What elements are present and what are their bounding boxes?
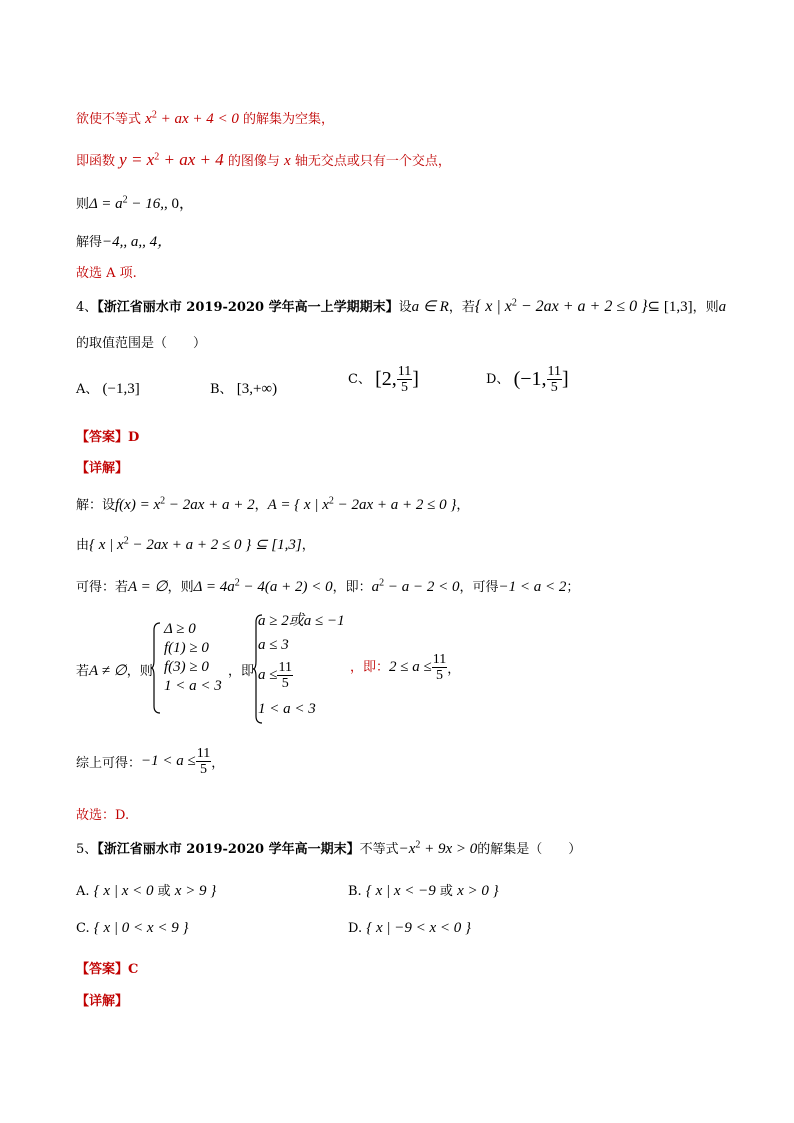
exponent: 2 xyxy=(234,577,240,589)
math: −1 < a < 2 xyxy=(498,579,567,595)
numerator: 11 xyxy=(196,746,211,761)
option-d[interactable] xyxy=(348,920,471,937)
math: 1 < a < 3 xyxy=(164,678,222,694)
option-b[interactable] xyxy=(348,880,499,900)
text: ， xyxy=(456,498,470,513)
math: − 2ax + a + 2 xyxy=(165,497,255,513)
text: 解：设 xyxy=(76,498,116,513)
math: Δ = 4a xyxy=(193,579,235,595)
math: −1 < a ≤ xyxy=(141,753,196,769)
option-value: { x | −9 < x < 0 } xyxy=(366,920,472,936)
math: A ≠ ∅ xyxy=(89,663,127,679)
question-source: 【浙江省丽水市 2019-2020 学年高一上学期期末】 xyxy=(97,300,399,315)
option-label: C. xyxy=(76,921,90,936)
exponent: 2 xyxy=(328,495,334,507)
system-b-row xyxy=(258,612,345,636)
option-value: [2, xyxy=(375,368,397,390)
text: ， xyxy=(447,662,461,677)
option-label: C、 xyxy=(348,372,371,387)
text: 可得：若 xyxy=(76,580,129,595)
system-a-row xyxy=(164,639,222,658)
detail-heading-5 xyxy=(76,990,128,1009)
option-label: B. xyxy=(348,884,362,899)
denominator: 5 xyxy=(550,380,558,395)
sol4-line-2 xyxy=(76,534,315,554)
question-number: 4、 xyxy=(76,300,98,315)
math: −4,, a,, 4， xyxy=(102,234,173,250)
text: ，则 xyxy=(126,664,153,679)
system-b-row xyxy=(258,660,345,700)
math: − 2ax + a + 2 ≤ 0 } xyxy=(333,497,457,513)
math: { x | x xyxy=(89,537,124,553)
system-a-row xyxy=(164,620,222,639)
option-value: x > 9 } xyxy=(174,883,217,899)
math: { x | x xyxy=(474,298,512,315)
option-label: D、 xyxy=(486,372,510,387)
option-b[interactable] xyxy=(210,378,277,398)
math: − 2ax + a + 2 ≤ 0 } ⊆ [1,3] xyxy=(128,537,302,553)
answer-text: 【答案】C xyxy=(76,962,139,977)
text: ，即： xyxy=(332,580,372,595)
text: 由 xyxy=(76,538,90,553)
sol4-line-5 xyxy=(76,746,224,777)
math: 1 < a < 3 xyxy=(258,701,316,717)
option-value: { x | 0 < x < 9 } xyxy=(93,920,189,936)
solution-line-4 xyxy=(76,230,172,251)
text: 解得 xyxy=(76,235,103,250)
system-b-row xyxy=(258,636,345,660)
sol4-line-4-result xyxy=(350,652,460,683)
math: + ax + 4 xyxy=(159,150,224,169)
sol4-line-6 xyxy=(76,804,129,823)
text: ， xyxy=(211,756,225,771)
text: ，若 xyxy=(448,300,475,315)
sol4-line-3 xyxy=(76,576,579,596)
exponent: 2 xyxy=(154,151,160,163)
math: a ≥ 2或a ≤ −1 xyxy=(258,613,345,629)
text: 综上可得： xyxy=(76,756,142,771)
left-brace-icon xyxy=(150,622,162,714)
fraction xyxy=(397,364,412,395)
system-a-row xyxy=(164,658,222,677)
option-value: (−1,3] xyxy=(102,381,140,397)
exponent: 2 xyxy=(511,297,517,309)
option-c[interactable] xyxy=(76,920,188,937)
option-a[interactable] xyxy=(76,378,140,398)
option-label: B、 xyxy=(210,382,233,397)
numerator: 11 xyxy=(278,660,292,675)
text: ，即 xyxy=(228,664,255,679)
text: 故选：D. xyxy=(76,808,130,823)
option-value: 或 xyxy=(157,884,171,899)
option-value: ] xyxy=(562,368,569,390)
text: 的解集为空集， xyxy=(243,112,335,127)
answer-5 xyxy=(76,958,138,977)
text: ， xyxy=(301,538,315,553)
fraction xyxy=(547,364,562,395)
exponent: 2 xyxy=(123,535,129,547)
option-label: A. xyxy=(76,884,90,899)
math: Δ = a xyxy=(89,196,123,212)
denominator: 5 xyxy=(435,668,443,683)
text: ，则 xyxy=(167,580,194,595)
question-source: 【浙江省丽水市 2019-2020 学年高一期末】 xyxy=(97,842,360,857)
option-value: ] xyxy=(412,368,419,390)
math: a ∈ R xyxy=(411,299,449,315)
math: − 2ax + a + 2 ≤ 0 } xyxy=(516,298,648,315)
math: − 16 xyxy=(127,196,161,212)
question-5-stem xyxy=(76,838,581,858)
system-a-row xyxy=(164,677,222,696)
math: + ax + 4 < 0 xyxy=(156,111,239,127)
text: 即函数 xyxy=(76,154,116,169)
math: y = x xyxy=(119,150,155,169)
text: ， xyxy=(254,498,268,513)
solution-line-2 xyxy=(76,150,451,170)
option-value: 或 xyxy=(439,884,453,899)
math: a ≤ 3 xyxy=(258,637,289,653)
exponent: 2 xyxy=(122,194,128,206)
math: + 9x > 0 xyxy=(420,841,478,857)
math: a xyxy=(718,299,727,315)
solution-line-5 xyxy=(76,262,137,281)
math: −x xyxy=(398,841,416,857)
math: 2 ≤ a ≤ xyxy=(389,659,432,675)
text: ，可得 xyxy=(459,580,499,595)
sol4-line-4-mid xyxy=(228,660,254,679)
numerator: 11 xyxy=(432,652,447,667)
math: a xyxy=(371,579,380,595)
text: 轴无交点或只有一个交点， xyxy=(294,154,451,169)
text: 不等式 xyxy=(359,842,399,857)
math: f(x) = x xyxy=(115,497,161,513)
fraction xyxy=(432,652,447,683)
question-4-stem-line2 xyxy=(76,332,206,351)
sol4-line-4-prefix xyxy=(76,660,153,680)
option-value: x > 0 } xyxy=(457,883,499,899)
detail-text: 【详解】 xyxy=(76,461,129,476)
numerator: 11 xyxy=(547,364,562,379)
math: − 4(a + 2) < 0 xyxy=(239,579,333,595)
exponent: 2 xyxy=(160,495,166,507)
solution-line-3 xyxy=(76,192,194,213)
detail-text: 【详解】 xyxy=(76,994,129,1009)
denominator: 5 xyxy=(401,380,408,395)
math: A = ∅ xyxy=(128,579,168,595)
fraction xyxy=(196,746,211,777)
system-b-row xyxy=(258,700,345,720)
math: ,, 0， xyxy=(160,196,195,212)
text: 设 xyxy=(398,300,412,315)
question-4-stem xyxy=(76,296,726,316)
math: ⊆ [1,3] xyxy=(647,299,693,315)
sol4-line-1 xyxy=(76,494,469,514)
numerator: 11 xyxy=(397,364,412,379)
exponent: 2 xyxy=(151,109,157,121)
math: f(3) ≥ 0 xyxy=(164,659,209,675)
text: ； xyxy=(566,580,580,595)
math: A = { x | x xyxy=(267,497,329,513)
solution-line-1 xyxy=(76,108,334,128)
option-label: A、 xyxy=(76,382,99,397)
option-d[interactable] xyxy=(486,364,569,395)
answer-text: 【答案】D xyxy=(76,430,140,445)
text: 的图像与 xyxy=(227,154,280,169)
option-value: { x | x < −9 xyxy=(365,883,436,899)
option-c[interactable] xyxy=(348,364,419,395)
text: ，则 xyxy=(692,300,719,315)
option-value: [3,+∞) xyxy=(236,381,278,397)
exponent: 2 xyxy=(379,577,385,589)
denominator: 5 xyxy=(199,762,207,777)
fraction xyxy=(277,660,292,691)
math: x xyxy=(284,153,291,169)
math: a ≤ xyxy=(258,667,278,683)
text: 的取值范围是（ ） xyxy=(76,336,207,351)
math: x xyxy=(145,111,152,127)
option-a[interactable] xyxy=(76,880,216,900)
text: 故选 A 项. xyxy=(76,266,137,281)
option-label: D. xyxy=(348,921,363,936)
option-value: { x | x < 0 xyxy=(93,883,154,899)
denominator: 5 xyxy=(281,676,289,691)
math: f(1) ≥ 0 xyxy=(164,640,209,656)
option-value: (−1, xyxy=(513,368,547,390)
text: ，即： xyxy=(350,660,390,675)
answer-4 xyxy=(76,426,139,445)
question-number: 5、 xyxy=(76,842,98,857)
math: − a − 2 < 0 xyxy=(384,579,460,595)
text: 的解集是（ ） xyxy=(477,842,582,857)
text: 若 xyxy=(76,664,90,679)
math: Δ ≥ 0 xyxy=(164,621,196,637)
text: 欲使不等式 xyxy=(76,112,142,127)
exponent: 2 xyxy=(415,839,421,851)
detail-heading-4 xyxy=(76,457,128,476)
text: 则 xyxy=(76,197,90,212)
